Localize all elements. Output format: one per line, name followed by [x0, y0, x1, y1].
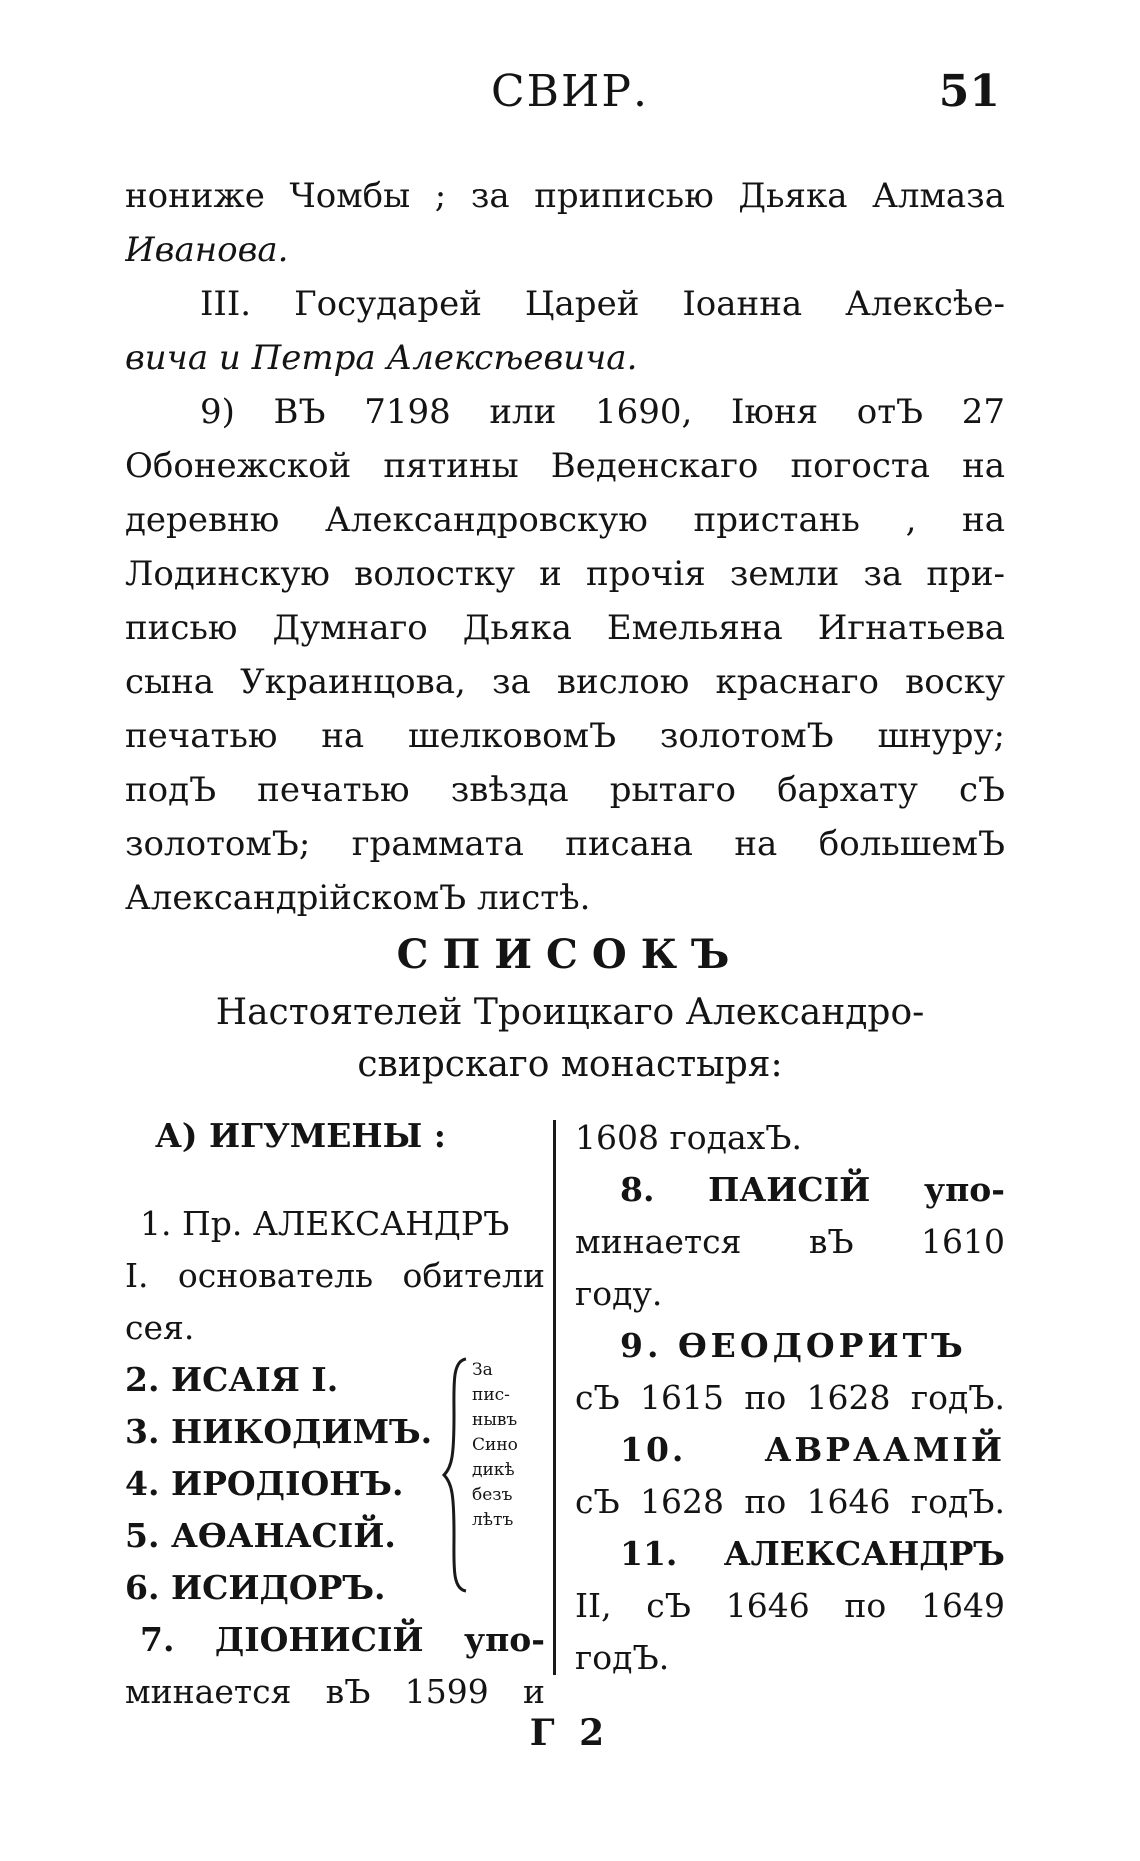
list-item: 10. АВРААМІЙ [620, 1430, 1005, 1469]
list-item: 6. ИСИДОРЪ. [125, 1568, 386, 1607]
list-subheading-line: свирскаго монастыря: [357, 1044, 783, 1085]
list-item: I. основатель обители [125, 1256, 545, 1295]
list-item: 2. ИСАІЯ I. [125, 1360, 339, 1399]
text-line: золотомЪ; граммата писана на большемЪ [125, 824, 1005, 864]
text-line: деревню Александровскую пристань , на [125, 500, 1005, 540]
text-line: нониже Чомбы ; за приписью Дьяка Алмаза [125, 176, 1005, 216]
list-item: годЪ. [575, 1638, 670, 1677]
section-heading-line: III. Государей Царей Іоанна Алексѣе- [200, 284, 1005, 324]
side-note-line: лѣтъ [472, 1510, 514, 1530]
list-item: сЪ 1628 по 1646 годЪ. [575, 1482, 1005, 1521]
text-line: Лодинскую волостку и прочія земли за при- [125, 554, 1005, 594]
list-item: 8. ПАИСІЙ упо- [620, 1170, 1005, 1209]
text-line: писью Думнаго Дьяка Емельяна Игнатьева [125, 608, 1005, 648]
list-item: сея. [125, 1308, 195, 1347]
side-note-line: дикѣ [472, 1460, 515, 1480]
list-item: 9. ѲЕОДОРИТЪ [620, 1326, 967, 1365]
list-item: 5. АѲАНАСІЙ. [125, 1516, 396, 1555]
brace-icon [440, 1355, 470, 1595]
column-divider [553, 1120, 556, 1675]
list-item: 7. ДІОНИСІЙ упо- [140, 1620, 545, 1659]
text-line: 9) ВЪ 7198 или 1690, Іюня отЪ 27 [200, 392, 1005, 432]
running-header-title: СВИР. [491, 66, 649, 117]
text-line: Иванова. [125, 230, 289, 270]
signature-mark: Г 2 [529, 1712, 611, 1754]
list-item: году. [575, 1274, 663, 1313]
list-item: II, сЪ 1646 по 1649 [575, 1586, 1005, 1625]
text-line: Обонежской пятины Веденскаго погоста на [125, 446, 1005, 486]
text-line: сына Украинцова, за вислою краснаго воску [125, 662, 1005, 702]
text-line: печатью на шелковомЪ золотомЪ шнуру; [125, 716, 1005, 756]
list-item: 4. ИРОДІОНЪ. [125, 1464, 404, 1503]
list-item: минается вЪ 1610 [575, 1222, 1005, 1261]
section-heading-line: вича и Петра Алексѣевича. [125, 338, 638, 378]
list-item: минается вЪ 1599 и [125, 1672, 545, 1711]
list-item: 1608 годахЪ. [575, 1118, 802, 1157]
text-line: подЪ печатью звѣзда рытаго бархату сЪ [125, 770, 1005, 810]
list-item: 1. Пр. АЛЕКСАНДРЪ [140, 1204, 510, 1243]
text-line: АлександрійскомЪ листѣ. [125, 878, 591, 918]
list-subheading-line: Настоятелей Троицкаго Александро- [215, 992, 925, 1033]
side-note-line: Сино [472, 1435, 518, 1455]
side-note-line: нывъ [472, 1410, 518, 1430]
side-note-line: безъ [472, 1485, 513, 1505]
list-item: 3. НИКОДИМЪ. [125, 1412, 433, 1451]
side-note-line: За [472, 1360, 493, 1380]
list-item: 11. АЛЕКСАНДРЪ [620, 1534, 1005, 1573]
section-label: А) ИГУМЕНЫ : [155, 1116, 446, 1155]
page-number: 51 [938, 66, 1000, 117]
list-item: сЪ 1615 по 1628 годЪ. [575, 1378, 1005, 1417]
side-note-line: пис- [472, 1385, 510, 1405]
list-heading: СПИСОКЪ [396, 931, 744, 978]
